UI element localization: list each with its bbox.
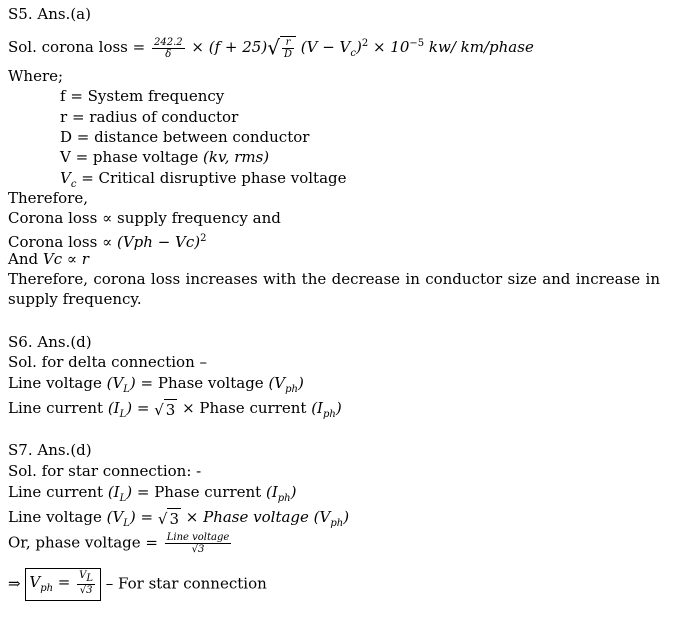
s7-final-result: ⇒ $V_{ph}$ = $\frac{VL}{√3}$ – For star connection [8, 568, 267, 601]
formula-sqrt: √ $\frac{r}{D}$ [267, 36, 296, 60]
s6-sol: Sol. for delta connection – [8, 353, 207, 371]
proportional-voltage: Corona loss ∝ (Vph − Vc)$^2$ [8, 233, 207, 251]
s7-line-voltage: Line voltage $(V_L)$ = √ 3 × Phase voltage $(V_{ph})$ [8, 508, 350, 529]
def-critical-voltage: $V_c$ = Critical disruptive phase voltage [60, 169, 347, 190]
proportional-radius: And Vc ∝ r [8, 250, 89, 268]
def-radius: r = radius of conductor [60, 108, 239, 126]
sqrt-three: √ 3 [157, 509, 179, 528]
sqrt-three: √ 3 [154, 400, 176, 419]
phase-voltage-fraction: $\frac{\text{Line voltage}}{√3}$ [166, 532, 230, 555]
formula-units: kw/ km/phase [424, 38, 534, 56]
s6-line-current: Line current $(I_L)$ = √ 3 × Phase current $(I_{ph})$ [8, 399, 342, 420]
s7-heading: S7. Ans.(d) [8, 441, 92, 459]
def-phase-voltage: V = phase voltage (kv, rms) [60, 148, 270, 166]
s7-line-current: Line current $(I_L)$ = Phase current $(I_{ph})$ [8, 483, 297, 504]
def-distance: D = distance between conductor [60, 128, 310, 146]
formula-fraction: $\frac{242.2}{\delta}$ [153, 36, 183, 60]
corona-loss-formula: Sol. corona loss = $\frac{242.2}{\delta}$ × (f + 25)√ $\frac{r}{D}$ $(V - V_c)^2 \times 10^{-5}$ kw/ km/phase [8, 35, 534, 60]
s7-sol: Sol. for star connection: - [8, 462, 202, 480]
s6-line-voltage: Line voltage $(V_L)$ = Phase voltage $(V_{ph})$ [8, 374, 304, 395]
s7-phase-voltage: Or, phase voltage = $\frac{\text{Line voltage}}{√3}$ [8, 532, 230, 555]
therefore-label: Therefore, [8, 189, 88, 207]
formula-frequency-term: × (f + 25) [186, 38, 268, 56]
where-label: Where; [8, 67, 64, 85]
boxed-formula: $V_{ph}$ = $\frac{VL}{√3}$ [25, 568, 101, 601]
s6-heading: S6. Ans.(d) [8, 333, 92, 351]
s5-heading: S5. Ans.(a) [8, 5, 91, 23]
def-frequency: f = System frequency [60, 87, 225, 105]
formula-prefix: Sol. corona loss = [8, 38, 150, 56]
s5-conclusion: Therefore, corona loss increases with the decrease in conductor size and increase in supply frequency. [8, 270, 660, 308]
proportional-frequency: Corona loss ∝ supply frequency and [8, 209, 281, 227]
